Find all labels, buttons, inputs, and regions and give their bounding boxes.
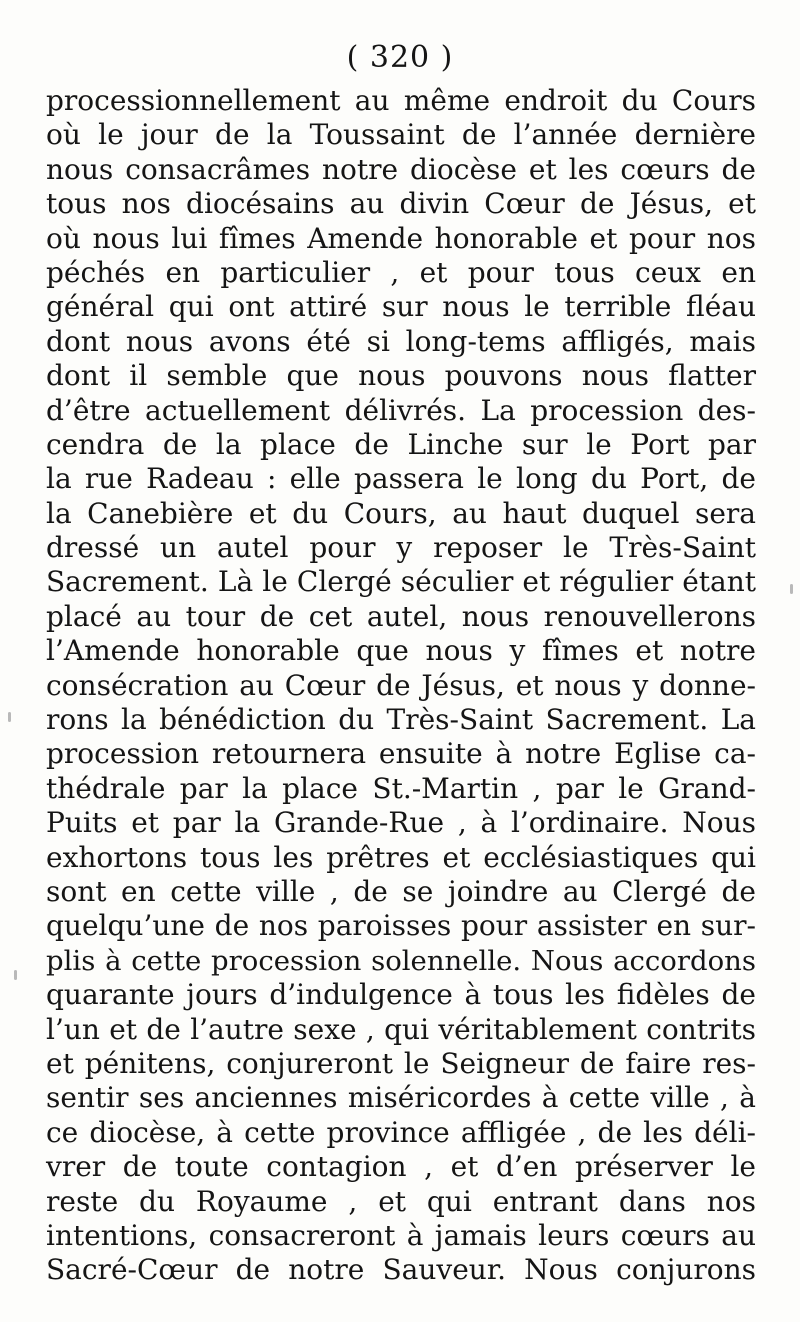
text-line: cendra de la place de Linche sur le Port par [46, 427, 756, 461]
text-line: tous nos diocésains au divin Cœur de Jésus, et [46, 187, 756, 221]
body-text [46, 84, 756, 1288]
text-line: Puits et par la Grande-Rue , à l’ordinaire. Nous [46, 806, 756, 840]
text-line: procession retournera ensuite à notre Eglise ca- [46, 737, 756, 771]
paper-speck [790, 584, 793, 594]
text-line: péchés en particulier , et pour tous ceux en [46, 255, 756, 289]
text-line: la rue Radeau : elle passera le long du Port, de [46, 462, 756, 496]
text-line: processionnellement au même endroit du Cours [46, 84, 756, 117]
text-line: intentions, consacreront à jamais leurs cœurs au [46, 1218, 756, 1252]
text-line: vrer de toute contagion , et d’en préserver le [46, 1150, 756, 1184]
text-line: dont nous avons été si long-tems affligés, mais [46, 324, 756, 358]
text-line: exhortons tous les prêtres et ecclésiastiques qui [46, 840, 756, 874]
text-line: dressé un autel pour y reposer le Très-Saint [46, 531, 756, 565]
text-line: quarante jours d’indulgence à tous les fidèles de [46, 978, 756, 1012]
text-line: sentir ses anciennes miséricordes à cette ville , à [46, 1081, 756, 1115]
text-line: l’Amende honorable que nous y fîmes et notre [46, 634, 756, 668]
text-line: Sacré-Cœur de notre Sauveur. Nous conjurons [46, 1253, 756, 1287]
text-line: ce diocèse, à cette province affligée , de les déli- [46, 1115, 756, 1149]
text-line: rons la bénédiction du Très-Saint Sacrement. La [46, 703, 756, 737]
text-line: la Canebière et du Cours, au haut duquel sera [46, 496, 756, 530]
text-line: général qui ont attiré sur nous le terrible fléau [46, 290, 756, 324]
text-line: dont il semble que nous pouvons nous flatter [46, 359, 756, 393]
text-line: plis à cette procession solennelle. Nous accordons [46, 944, 756, 977]
paper-speck [14, 970, 17, 980]
text-line: où nous lui fîmes Amende honorable et pour nos [46, 221, 756, 255]
text-line: placé au tour de cet autel, nous renouvellerons [46, 599, 756, 633]
text-line: thédrale par la place St.-Martin , par le Grand- [46, 771, 756, 805]
text-line: reste du Royaume , et qui entrant dans nos [46, 1184, 756, 1218]
text-line: consécration au Cœur de Jésus, et nous y donne- [46, 668, 756, 702]
text-line: l’un et de l’autre sexe , qui véritablement contrits [46, 1012, 756, 1046]
text-line: d’être actuellement délivrés. La procession des- [46, 393, 756, 427]
text-line: Sacrement. Là le Clergé séculier et régulier étant [46, 565, 756, 599]
text-line: sont en cette ville , de se joindre au Clergé de [46, 874, 756, 908]
page-number: ( 320 ) [346, 40, 454, 75]
text-line: nous consacrâmes notre diocèse et les cœurs de [46, 152, 756, 186]
paper-speck [8, 712, 11, 722]
text-line: où le jour de la Toussaint de l’année dernière [46, 118, 756, 152]
text-line: quelqu’une de nos paroisses pour assister en sur- [46, 909, 756, 943]
text-line: et pénitens, conjureront le Seigneur de faire res- [46, 1046, 756, 1080]
